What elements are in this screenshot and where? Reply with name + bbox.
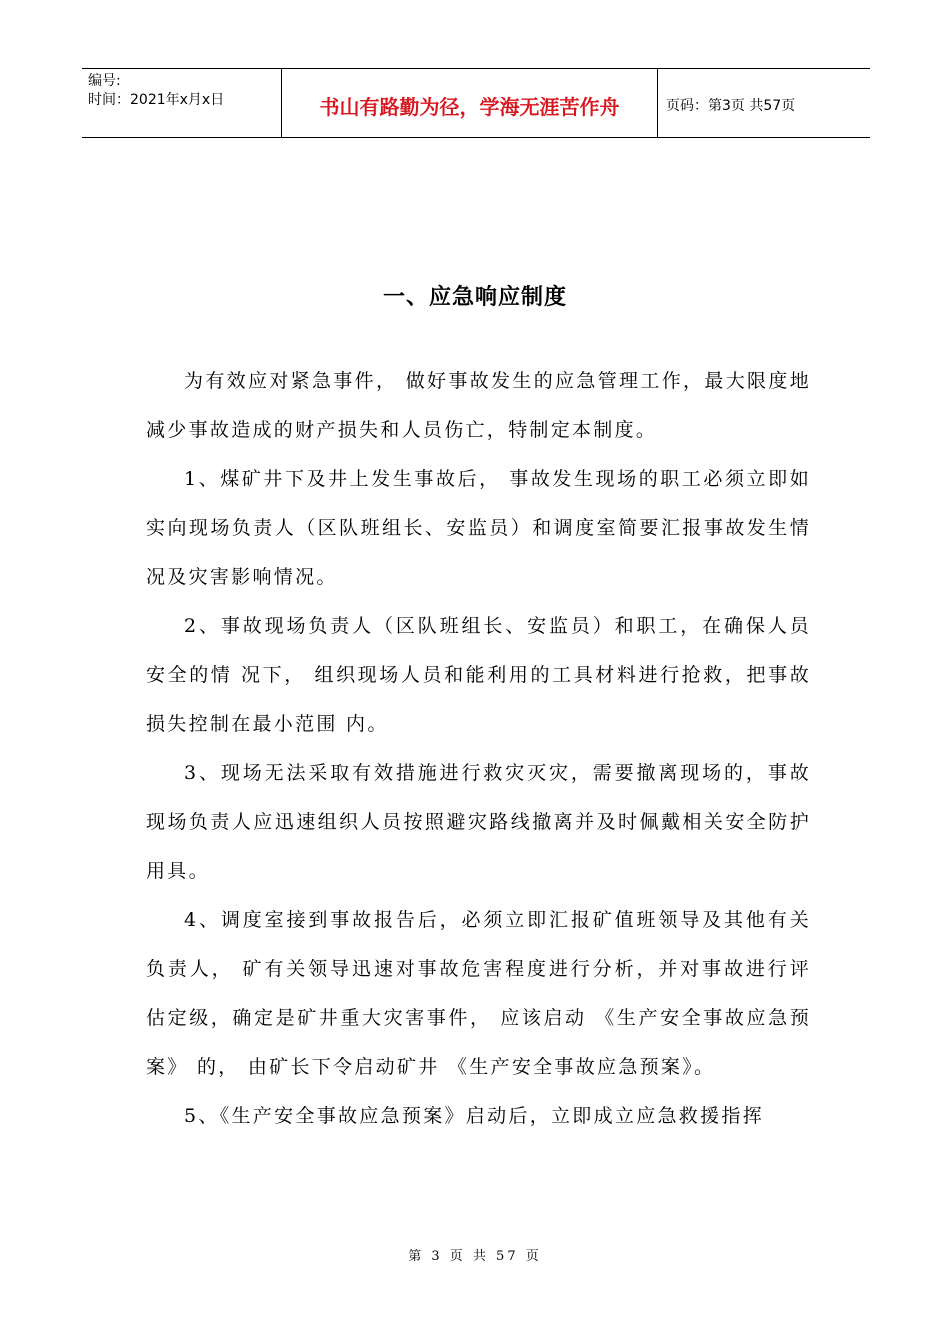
header-page-code: 页码：第3页 共57页 [666,98,796,114]
page-header [82,68,870,138]
document-date: 时间：2021年x月x日 [88,92,225,108]
header-meta-cell [82,69,282,137]
header-motto: 书山有路勤为径，学海无涯苦作舟 [282,69,658,137]
document-number-label: 编号: [88,73,121,89]
paragraph-item-5: 5、《生产安全事故应急预案》启动后，立即成立应急救援指挥 [184,1105,764,1127]
paragraph-item-1: 1、煤矿井下及井上发生事故后， 事故发生现场的职工必须立即如实向现场负责人（区队班组长、安监员）和调度室简要汇报事故发生情况及灾害影响情况。 [146,468,811,588]
section-title: 一、应急响应制度 [382,285,567,310]
paragraph-item-4: 4、调度室接到事故报告后，必须立即汇报矿值班领导及其他有关负责人， 矿有关领导迅速对事故危害程度进行分析，并对事故进行评估定级，确定是矿井重大灾害事件， 应该启动 《生产安全事故应急预案》 的， 由矿长下令启动矿井 《生产安全事故应急预案》。 [146,909,811,1078]
page-footer: 第 3 页 共 57 页 [408,1249,542,1264]
paragraph-item-3: 3、现场无法采取有效措施进行救灾灭灾，需要撤离现场的，事故现场负责人应迅速组织人员按照避灾路线撤离并及时佩戴相关安全防护用具。 [146,762,811,882]
document-body [146,357,811,1141]
paragraph-item-2: 2、事故现场负责人（区队班组长、安监员）和职工，在确保人员安全的情 况下， 组织现场人员和能利用的工具材料进行抢救，把事故损失控制在最小范围 内。 [146,615,811,735]
paragraph-intro: 为有效应对紧急事件， 做好事故发生的应急管理工作，最大限度地减少事故造成的财产损失和人员伤亡，特制定本制度。 [146,370,811,441]
